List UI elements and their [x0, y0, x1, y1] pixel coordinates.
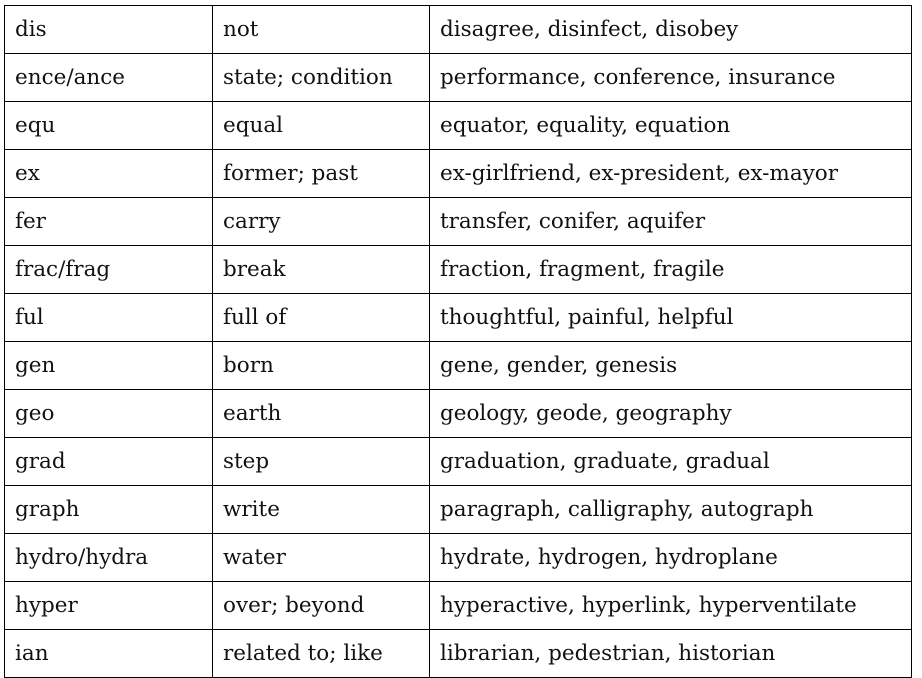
root-cell: hyper: [5, 582, 213, 630]
root-cell: dis: [5, 6, 213, 54]
table-row: [5, 54, 912, 102]
examples-cell: paragraph, calligraphy, autograph: [430, 486, 912, 534]
meaning-cell: break: [213, 246, 430, 294]
meaning-cell: not: [213, 6, 430, 54]
table-row: [5, 102, 912, 150]
root-cell: frac/frag: [5, 246, 213, 294]
root-cell: ian: [5, 630, 213, 678]
meaning-cell: carry: [213, 198, 430, 246]
examples-cell: graduation, graduate, gradual: [430, 438, 912, 486]
examples-cell: thoughtful, painful, helpful: [430, 294, 912, 342]
root-cell: graph: [5, 486, 213, 534]
table-row: [5, 342, 912, 390]
meaning-cell: former; past: [213, 150, 430, 198]
root-cell: ex: [5, 150, 213, 198]
table-row: [5, 486, 912, 534]
root-cell: hydro/hydra: [5, 534, 213, 582]
root-cell: gen: [5, 342, 213, 390]
root-cell: fer: [5, 198, 213, 246]
table-row: [5, 438, 912, 486]
root-cell: ence/ance: [5, 54, 213, 102]
examples-cell: transfer, conifer, aquifer: [430, 198, 912, 246]
table-row: [5, 582, 912, 630]
word-roots-table: [4, 5, 912, 678]
meaning-cell: born: [213, 342, 430, 390]
meaning-cell: equal: [213, 102, 430, 150]
table-row: [5, 246, 912, 294]
examples-cell: ex-girlfriend, ex-president, ex-mayor: [430, 150, 912, 198]
examples-cell: equator, equality, equation: [430, 102, 912, 150]
root-cell: equ: [5, 102, 213, 150]
examples-cell: hydrate, hydrogen, hydroplane: [430, 534, 912, 582]
table-row: [5, 630, 912, 678]
meaning-cell: earth: [213, 390, 430, 438]
examples-cell: geology, geode, geography: [430, 390, 912, 438]
meaning-cell: full of: [213, 294, 430, 342]
table-row: [5, 294, 912, 342]
meaning-cell: step: [213, 438, 430, 486]
table-row: [5, 6, 912, 54]
examples-cell: fraction, fragment, fragile: [430, 246, 912, 294]
root-cell: geo: [5, 390, 213, 438]
meaning-cell: related to; like: [213, 630, 430, 678]
table-row: [5, 198, 912, 246]
root-cell: ful: [5, 294, 213, 342]
table-row: [5, 390, 912, 438]
root-cell: grad: [5, 438, 213, 486]
examples-cell: performance, conference, insurance: [430, 54, 912, 102]
examples-cell: gene, gender, genesis: [430, 342, 912, 390]
table-body: [5, 6, 912, 678]
examples-cell: librarian, pedestrian, historian: [430, 630, 912, 678]
examples-cell: disagree, disinfect, disobey: [430, 6, 912, 54]
meaning-cell: state; condition: [213, 54, 430, 102]
meaning-cell: water: [213, 534, 430, 582]
table-row: [5, 534, 912, 582]
meaning-cell: write: [213, 486, 430, 534]
meaning-cell: over; beyond: [213, 582, 430, 630]
table-row: [5, 150, 912, 198]
examples-cell: hyperactive, hyperlink, hyperventilate: [430, 582, 912, 630]
